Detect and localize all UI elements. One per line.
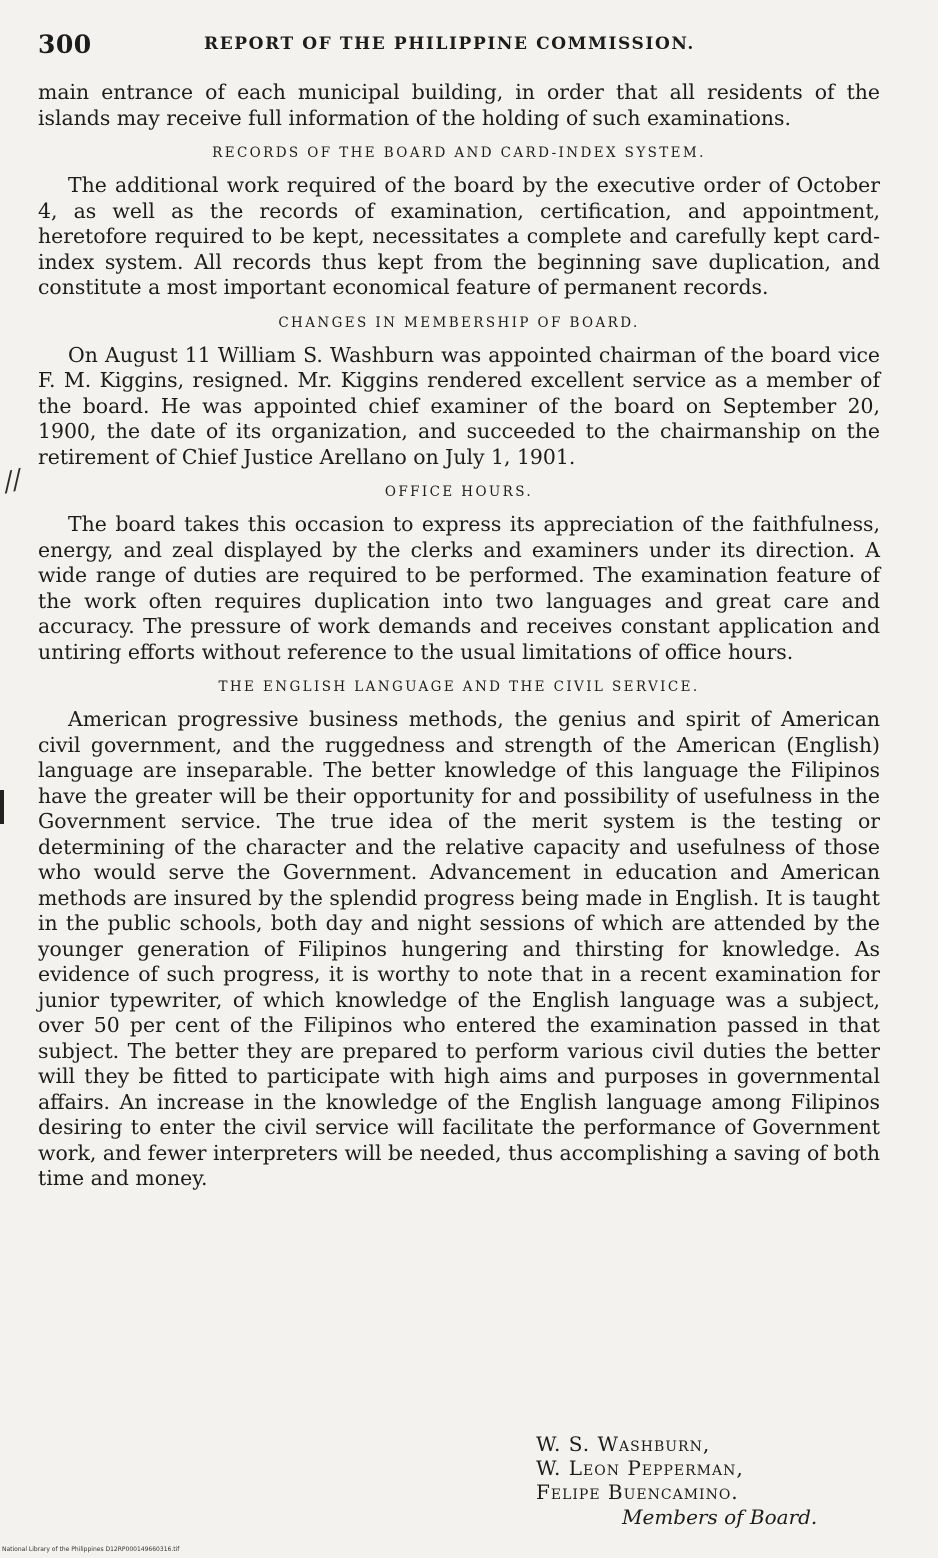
scan-footer: National Library of the Philippines D12RP000149660316.tif [2,1546,180,1553]
signature-washburn: W. S. Washburn, [536,1432,711,1456]
signature-block [536,1432,896,1530]
document-body [38,80,880,1192]
signature-buencamino: Felipe Buencamino. [536,1480,739,1504]
signature-role: Members of Board. [622,1505,818,1529]
paragraph-office-hours: The board takes this occasion to express its appreciation of the faithfulness, energy, and zeal displayed by the clerks and examiners under its direction. A wide range of duties are required to be performed. The examination feature of the work often requires duplication into two languages and great care and accuracy. The pressure of work demands and receives constant application and untiring efforts without reference to the usual limitations of office hours. [38,512,880,664]
heading-membership: CHANGES IN MEMBERSHIP OF BOARD. [278,314,640,331]
page-number: 300 [38,30,92,59]
paragraph-intro: main entrance of each municipal building, in order that all residents of the islands may receive full information of the holding of such examinations. [38,80,880,130]
heading-english-language: THE ENGLISH LANGUAGE AND THE CIVIL SERVICE. [218,679,700,695]
paragraph-records: The additional work required of the board by the executive order of October 4, as well as the records of examination, certification, and appointment, heretofore required to be kept, necessitates a complete and carefully kept card-index system. All records thus kept from the beginning save duplication, and constitute a most important economical feature of permanent records. [38,173,880,299]
paragraph-membership: On August 11 William S. Washburn was appointed chairman of the board vice F. M. Kiggins, resigned. Mr. Kiggins rendered excellent service as a member of the board. He was appointed chief examiner of the board on September 20, 1900, the date of its organization, and succeeded to the chairmanship on the retirement of Chief Justice Arellano on July 1, 1901. [38,342,880,469]
paragraph-english-language: American progressive business methods, the genius and spirit of American civil government, and the ruggedness and strength of the American (English) language are inseparable. The better knowledge of this language the Filipinos have the greater will be their opportunity for and possibility of usefulness in the Government service. The true idea of the merit system is the testing or determining of the character and the relative capacity and usefulness of those who would serve the Government. Advancement in education and American methods are insured by the splendid progress being made in English. It is taught in the public schools, both day and night sessions of which are attended by the younger generation of Filipinos hungering and thirsting for knowledge. As evidence of such progress, it is worthy to note that in a recent examination for junior typewriter, of which knowledge of the English language was a subject, over 50 per cent of the Filipinos who entered the examination passed in that subject. The better they are prepared to perform various civil duties the better will they be fitted to participate with high aims and purposes in governmental affairs. An increase in the knowledge of the English language among Filipinos desiring to enter the civil service will facilitate the performance of Government work, and fewer interpreters will be needed, thus accomplishing a saving of both time and money. [38,707,880,1190]
handwritten-margin-mark: // [0,464,25,498]
scan-edge-mark [0,790,4,824]
running-head: REPORT OF THE PHILIPPINE COMMISSION. [204,34,695,54]
signature-pepperman: W. Leon Pepperman, [536,1456,744,1480]
page-header [38,30,888,66]
heading-records: RECORDS OF THE BOARD AND CARD-INDEX SYSTEM. [212,145,706,161]
heading-office-hours: OFFICE HOURS. [384,484,534,500]
